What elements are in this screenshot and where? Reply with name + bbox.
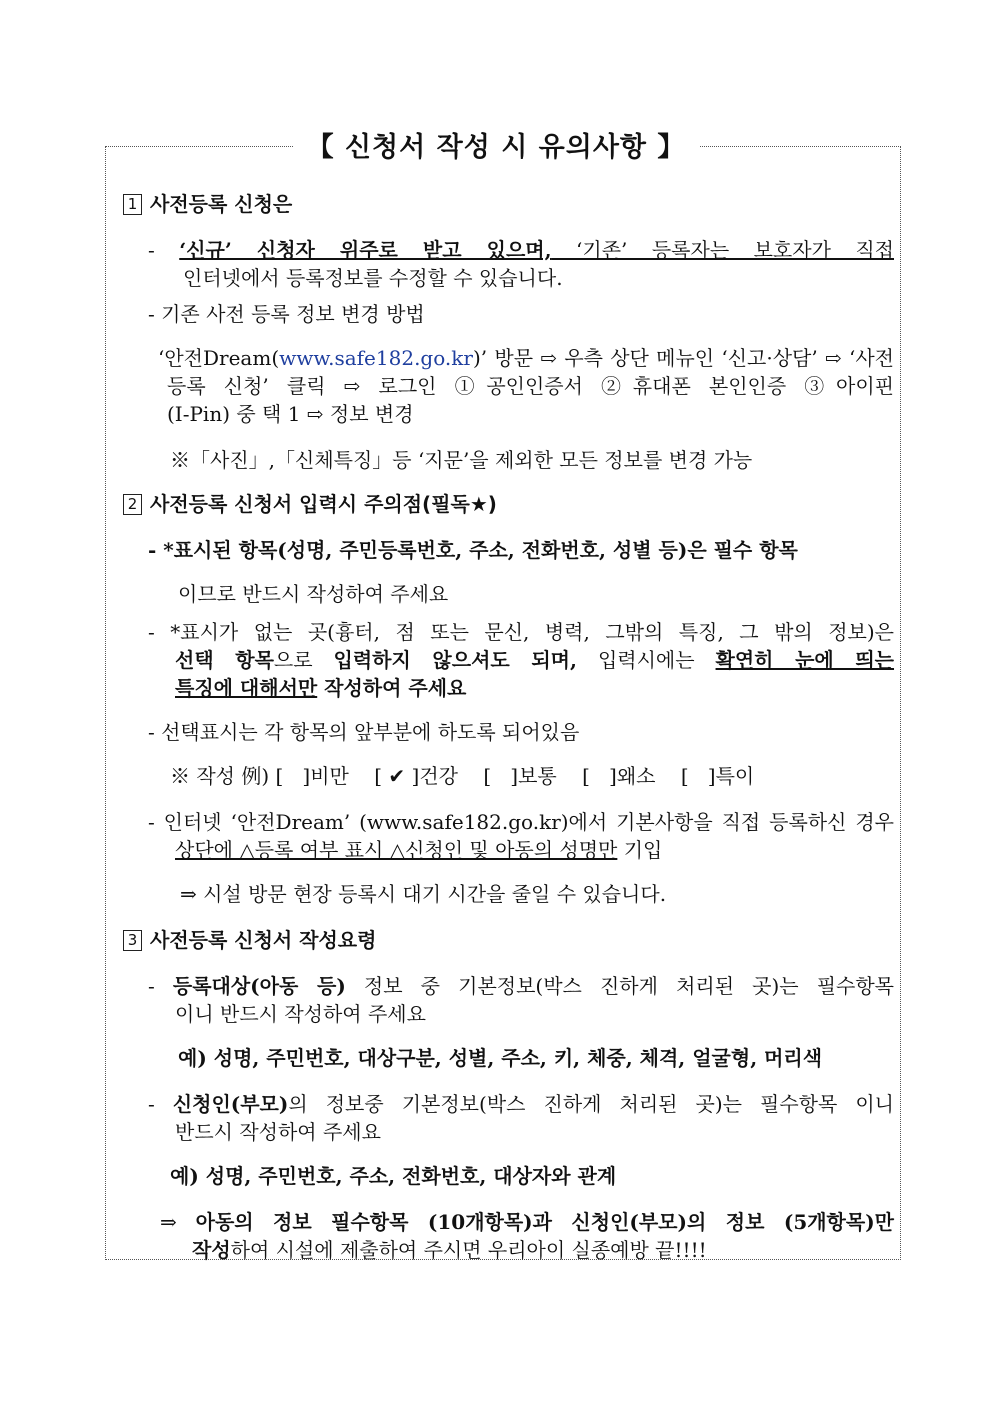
s1-para3-line2 (167, 372, 894, 400)
s3-para1-text1: 정보 중 기본정보(박스 진하게 처리된 곳)는 필수항목 (345, 974, 894, 998)
s1-note-text: ※「사진」,「신체특징」등 ‘지문’을 제외한 모든 정보를 변경 가능 (170, 448, 753, 472)
s1-para3-line3 (167, 400, 414, 428)
s2-para3 (148, 718, 579, 746)
s2-para4-underlined: 상단에 △등록 여부 표시 △신청인 및 아동의 성명만 (175, 838, 618, 862)
dash: - (148, 1092, 173, 1116)
s3-final-emphasis: 아동의 정보 필수항목 (10개항목)과 신청인(부모)의 정보 (5개항목)만 (195, 1210, 894, 1234)
s3-example2-text: 예) 성명, 주민번호, 주소, 전화번호, 대상자와 관계 (170, 1164, 617, 1188)
s2-para3-text: - 선택표시는 각 항목의 앞부분에 하도록 되어있음 (148, 720, 580, 744)
section2-heading-row (123, 490, 497, 518)
s3-para1-line2 (175, 1000, 426, 1028)
s1-existing-text: ‘기존’ 등록자는 보호자가 직접 (551, 238, 894, 262)
section1-heading-row (123, 190, 292, 218)
s1-para2-text: - 기존 사전 등록 정보 변경 방법 (148, 302, 425, 326)
s2-para5 (180, 880, 666, 908)
dash: - (148, 238, 180, 262)
section-number-box: 1 (123, 194, 142, 215)
s3-para1-text2: 이니 반드시 작성하여 주세요 (175, 1002, 426, 1026)
s2-para2-text1: - *표시가 없는 곳(흉터, 점 또는 문신, 병력, 그밖의 특징, 그 밖의 정보)은 (148, 620, 894, 644)
s2-features-emphasis: 특징에 대해서만 (175, 676, 318, 700)
s2-required-items-text: - *표시된 항목(성명, 주민등록번호, 주소, 전화번호, 성별 등)은 필수 항목 (148, 538, 798, 562)
s2-para4-line1 (148, 808, 894, 836)
s3-para2-text2: 반드시 작성하여 주세요 (175, 1120, 381, 1144)
s1-para3-text2: 등록 신청’ 클릭 ⇨ 로그인 ①공인인증서 ②휴대폰 본인인증 ③아이핀 (167, 374, 894, 398)
s2-text: 으로 (273, 648, 334, 672)
s2-para5-text: ⇒ 시설 방문 현장 등록시 대기 시간을 줄일 수 있습니다. (180, 882, 667, 906)
title-wrap (0, 126, 992, 170)
s3-applicant-emphasis: 신청인(부모) (172, 1092, 289, 1116)
s2-para2-line3 (175, 674, 466, 702)
s3-para2-text1: 의 정보중 기본정보(박스 진하게 처리된 곳)는 필수항목 이니 (288, 1092, 894, 1116)
s3-para2-line2 (175, 1118, 381, 1146)
s1-para1-line1 (148, 236, 894, 264)
section-number-box: 3 (123, 930, 142, 951)
s2-para2-line2 (175, 646, 894, 674)
s1-para3-text3: (I-Pin) 중 택 1 ⇨ 정보 변경 (167, 402, 414, 426)
s3-example2 (170, 1162, 616, 1190)
s3-para2-line1 (148, 1090, 894, 1118)
s3-para1-line1 (148, 972, 894, 1000)
s1-new-applicant-emphasis: ‘신규’ 신청자 위주로 받고 있으며, (179, 238, 552, 262)
s2-para2-line1 (148, 618, 894, 646)
s1-para3-prefix: ‘안전Dream( (158, 346, 280, 370)
s2-optional-emphasis: 선택 항목 (175, 648, 274, 672)
section2-heading: 사전등록 신청서 입력시 주의점(필독★) (150, 492, 497, 516)
s1-para2 (148, 300, 425, 328)
checkbox-example-text: ※ 작성 例) [ ]비만 [ ✔ ]건강 [ ]보통 [ ]왜소 [ ]특이 (170, 764, 755, 788)
s2-example (170, 762, 754, 790)
s2-noticeable-emphasis: 확연히 눈에 띄는 (715, 648, 895, 672)
s3-example1 (178, 1044, 822, 1072)
s2-para1-text2: 이므로 반드시 작성하여 주세요 (178, 582, 449, 606)
s2-text2: 입력시에는 (576, 648, 716, 672)
s2-para4-line2 (175, 836, 662, 864)
section-number-box: 2 (123, 494, 142, 515)
s1-para3-rest: )’ 방문 ⇨ 우측 상단 메뉴인 ‘신고·상담’ ⇨ ‘사전 (472, 346, 894, 370)
s3-final-line2 (192, 1236, 707, 1264)
safe182-link[interactable]: www.safe182.go.kr (279, 346, 473, 370)
s3-final-line1 (160, 1208, 894, 1236)
page-title: 【 신청서 작성 시 유의사항 】 (293, 126, 700, 170)
s2-optional-emphasis2: 입력하지 않으셔도 되며, (333, 648, 577, 672)
s1-para3-line1 (158, 344, 894, 372)
s2-para1-line1 (148, 536, 798, 564)
arrow: ⇒ (160, 1210, 196, 1234)
s2-para2-text3: 작성하여 주세요 (317, 676, 467, 700)
dash: - (148, 974, 173, 998)
s3-example1-text: 예) 성명, 주민번호, 대상구분, 성별, 주소, 키, 체중, 체격, 얼굴형, 머리색 (178, 1046, 823, 1070)
section1-heading: 사전등록 신청은 (150, 192, 293, 216)
s1-note (170, 446, 752, 474)
section3-heading: 사전등록 신청서 작성요령 (150, 928, 377, 952)
s2-para4-text2: 기입 (617, 838, 663, 862)
s1-para1-line2 (183, 264, 563, 292)
s3-final-text: 하여 시설에 제출하여 주시면 우리아이 실종예방 끝!!!! (230, 1238, 707, 1262)
s2-para1-line2 (178, 580, 448, 608)
s1-para1-text: 인터넷에서 등록정보를 수정할 수 있습니다. (183, 266, 563, 290)
s2-para4-text1: - 인터넷 ‘안전Dream’ (www.safe182.go.kr)에서 기본사항을 직접 등록하신 경우 (148, 810, 894, 834)
s3-final-emphasis2: 작성 (192, 1238, 231, 1262)
section3-heading-row (123, 926, 376, 954)
s3-target-emphasis: 등록대상(아동 등) (172, 974, 346, 998)
